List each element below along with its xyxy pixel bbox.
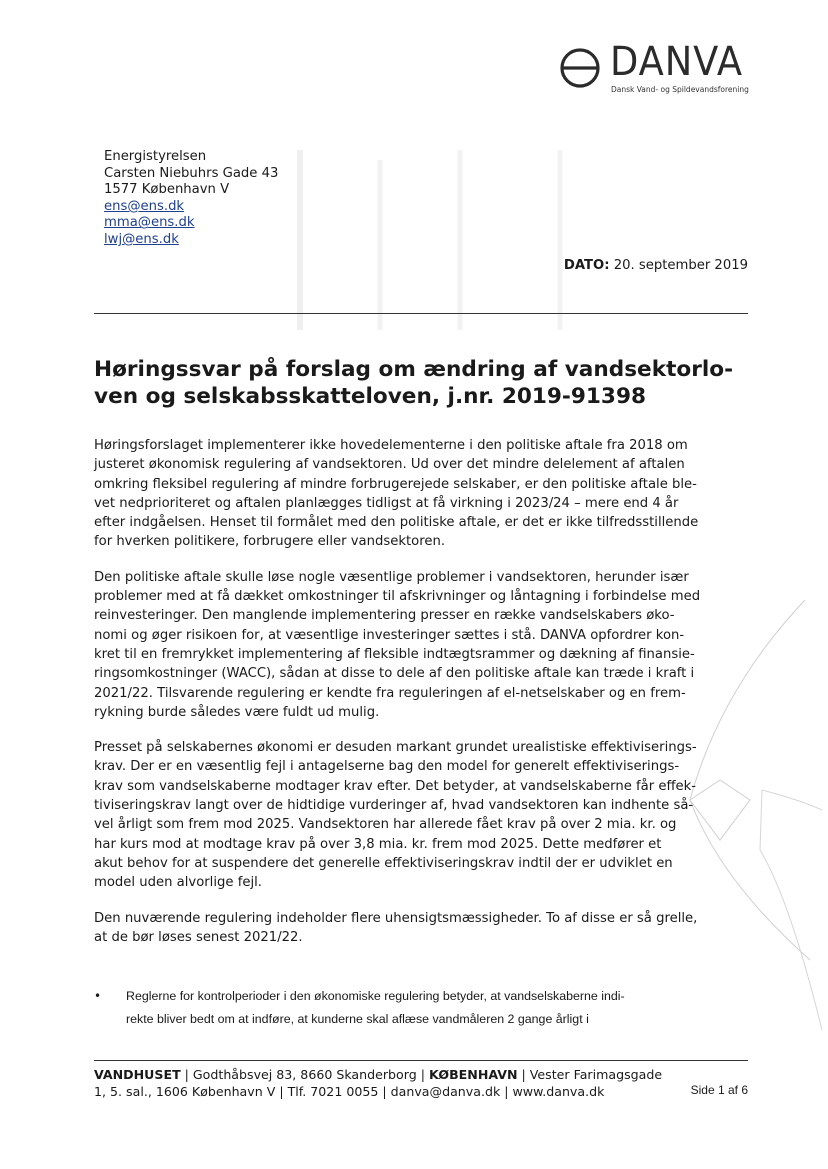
email-link-mma[interactable]: mma@ens.dk: [104, 215, 195, 231]
title-line: ven og selskabsskatteloven, j.nr. 2019-91398: [94, 384, 646, 409]
paragraph-line: Den nuværende regulering indeholder flere uhensigtsmæssigheder. To af disse er så grelle,: [94, 910, 698, 926]
footer-divider: [94, 1060, 748, 1061]
recipient-name: Energistyrelsen: [104, 149, 207, 164]
email-link-lwj[interactable]: lwj@ens.dk: [104, 231, 179, 247]
paragraph-3: [94, 738, 754, 892]
paragraph-1: [94, 436, 754, 552]
footer-address-2: | Vester Farimagsgade: [517, 1067, 663, 1082]
date-label: DATO:: [563, 258, 610, 273]
document-date: [564, 258, 748, 273]
danva-logo: [558, 39, 753, 100]
paragraph-line: krav som vandselskaberne modtager krav efter. Det betyder, at vandselskaberne får effek-: [94, 778, 697, 794]
paragraph-line: Presset på selskabernes økonomi er desuden markant grundet urealistiske effektiviserings-: [94, 740, 697, 756]
footer-line-2: 1, 5. sal., 1606 København V | Tlf. 7021 0055 | danva@danva.dk | www.danva.dk: [94, 1084, 605, 1099]
paragraph-line: tiviseringskrav langt over de hidtidige vurderinger af, hvad vandsektoren kan indhente så-: [94, 798, 694, 814]
footer-address-1: | Godthåbsvej 83, 8660 Skanderborg |: [180, 1067, 429, 1082]
bullet-line: Reglerne for kontrolperioder i den økonomiske regulering betyder, at vandselskaberne indi-: [126, 989, 625, 1003]
recipient-address: [104, 149, 278, 249]
title-line: Høringssvar på forslag om ændring af vandsektorlo-: [94, 357, 734, 382]
footer-line-1: [94, 1066, 662, 1083]
paragraph-line: reinvesteringer. Den manglende implementering presser en række vandselskabers øko-: [94, 608, 675, 624]
logo-tagline: Dansk Vand- og Spildevandsforening: [611, 85, 749, 94]
paragraph-line: Høringsforslaget implementerer ikke hovedelementerne i den politiske aftale fra 2018 om: [94, 438, 688, 453]
paragraph-line: krav. Der er en væsentlig fejl i antagelserne bag den model for generelt effektiviserings-: [94, 759, 680, 775]
paragraph-line: justeret økonomisk regulering af vandsektoren. Ud over det mindre delelement af aftalen: [94, 457, 685, 473]
paragraph-line: vet nedprioriteret og aftalen planlægges tidligst at få virkning i 2023/24 – mere end 4 år: [94, 495, 679, 511]
paragraph-line: kret til en fremrykket implementering af fleksible indtægtsrammer og dækning af finansie-: [94, 646, 695, 662]
header-divider: [94, 313, 748, 314]
paragraph-2: [94, 568, 754, 722]
bullet-item: [94, 985, 754, 1030]
bullet-text: [116, 985, 754, 1030]
paragraph-line: Den politiske aftale skulle løse nogle væsentlige problemer i vandsektoren, herunder især: [94, 569, 689, 585]
document-title: [94, 356, 758, 410]
paragraph-4: [94, 909, 754, 948]
page-number: Side 1 af 6: [690, 1083, 748, 1097]
footer-label-vandhuset: VANDHUSET: [94, 1067, 181, 1082]
page-footer: [94, 1066, 662, 1100]
bullet-list: [94, 985, 754, 1030]
paragraph-line: problemer med at få dækket omkostninger til afskrivninger og låntagning i forbindelse med: [94, 589, 701, 605]
paragraph-line: efter indgåelsen. Henset til formålet med den politiske aftale, er det er ikke tilfredsstillende: [94, 515, 699, 531]
document-body: [94, 436, 754, 963]
paragraph-line: vel årligt som frem mod 2025. Vandsektoren har allerede fået krav på over 2 mia. kr. og: [94, 817, 677, 833]
paragraph-line: har kurs mod at modtage krav på over 3,8 mia. kr. frem mod 2025. Dette medfører et: [94, 836, 662, 852]
paragraph-line: for hverken politikere, forbrugere eller vandsektoren.: [94, 534, 446, 550]
bullet-marker: •: [94, 989, 102, 1003]
logo-wordmark: DANVA: [610, 39, 743, 85]
paragraph-line: ringsomkostninger (WACC), sådan at disse to dele af den politiske aftale kan træde i kraft i: [94, 666, 695, 682]
footer-label-kobenhavn: KØBENHAVN: [428, 1067, 518, 1082]
paragraph-line: model uden alvorlige fejl.: [94, 875, 262, 891]
date-value: 20. september 2019: [613, 258, 748, 273]
paragraph-line: omkring fleksibel regulering af mindre forbrugerejede selskaber, er den politiske aftale ble-: [94, 476, 697, 492]
paragraph-line: at de bør løses senest 2021/22.: [94, 929, 303, 945]
bullet-line: rekte bliver bedt om at indføre, at kunderne skal aflæse vandmåleren 2 gange årligt i: [126, 1011, 589, 1026]
paragraph-line: nomi og øger risikoen for, at væsentlige investeringer sættes i stå. DANVA opfordrer kon-: [94, 627, 685, 643]
paragraph-line: rykning burde således være fuldt ud mulig.: [94, 704, 380, 720]
paragraph-line: akut behov for at suspendere det generelle effektiviseringskrav indtil der er udviklet en: [94, 855, 673, 871]
recipient-city: 1577 København V: [104, 182, 230, 198]
email-link-ens[interactable]: ens@ens.dk: [104, 198, 185, 214]
danva-logo-icon: [558, 46, 604, 92]
paragraph-line: 2021/22. Tilsvarende regulering er kendte fra reguleringen af el-netselskaber og en frem-: [94, 685, 686, 701]
recipient-street: Carsten Niebuhrs Gade 43: [104, 165, 279, 181]
